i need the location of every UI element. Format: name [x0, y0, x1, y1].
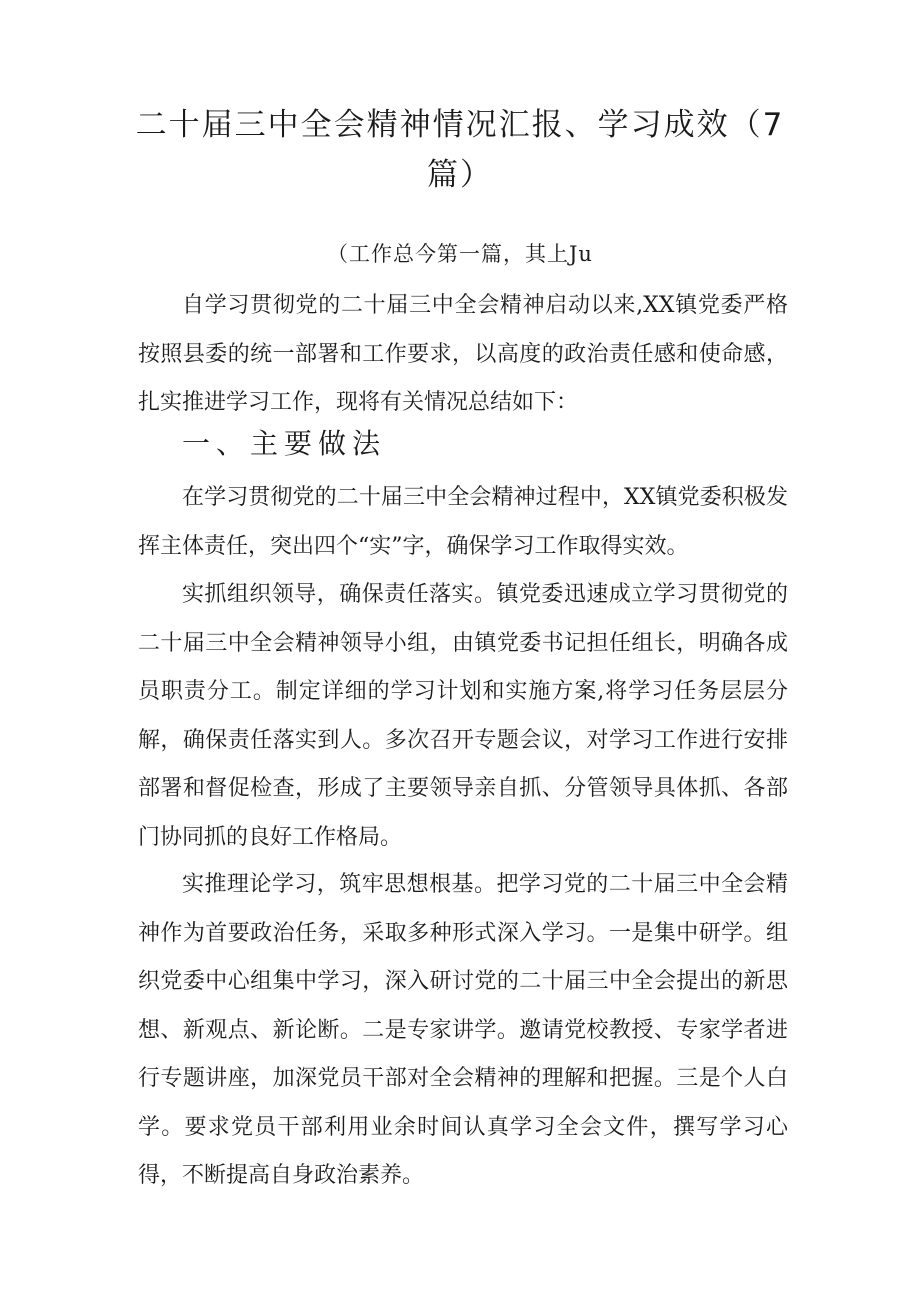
section-intro-paragraph: 在学习贯彻党的二十届三中全会精神过程中，XX镇党委积极发挥主体责任，突出四个“实”字，确保学习工作取得实效。	[138, 485, 788, 559]
section-heading: 一、主要做法	[182, 427, 387, 460]
theory-study-paragraph: 实推理论学习，筑牢思想根基。把学习党的二十届三中全会精神作为首要政治任务，采取多种形式深入学习。一是集中研学。组织党委中心组集中学习，深入研讨党的二十届三中全会提出的新思想、新观点、新论断。二是专家讲学。邀请党校教授、专家学者进行专题讲座，加深党员干部对全会精神的理解和把握。三是个人白学。要求党员干部利用业余时间认真学习全会文件，撰写学习心得，不断提高自身政治素养。	[138, 872, 788, 1188]
intro-paragraph: 自学习贯彻党的二十届三中全会精神启动以来,XX镇党委严格按照县委的统一部署和工作要求，以高度的政治责任感和使命感，扎实推进学习工作，现将有关情况总结如下：	[138, 293, 788, 415]
organization-paragraph: 实抓组织领导，确保责任落实。镇党委迅速成立学习贯彻党的二十届三中全会精神领导小组，由镇党委书记担任组长，明确各成员职责分工。制定详细的学习计划和实施方案,将学习任务层层分解，确保责任落实到人。多次召开专题会议，对学习工作进行安排部署和督促检查，形成了主要领导亲自抓、分管领导具体抓、各部门协同抓的良好工作格局。	[138, 582, 788, 850]
document-subtitle: （工作总今第一篇，其上Ju	[327, 242, 593, 266]
document-title: 二十届三中全会精神情况汇报、学习成效（7篇）	[135, 107, 785, 193]
